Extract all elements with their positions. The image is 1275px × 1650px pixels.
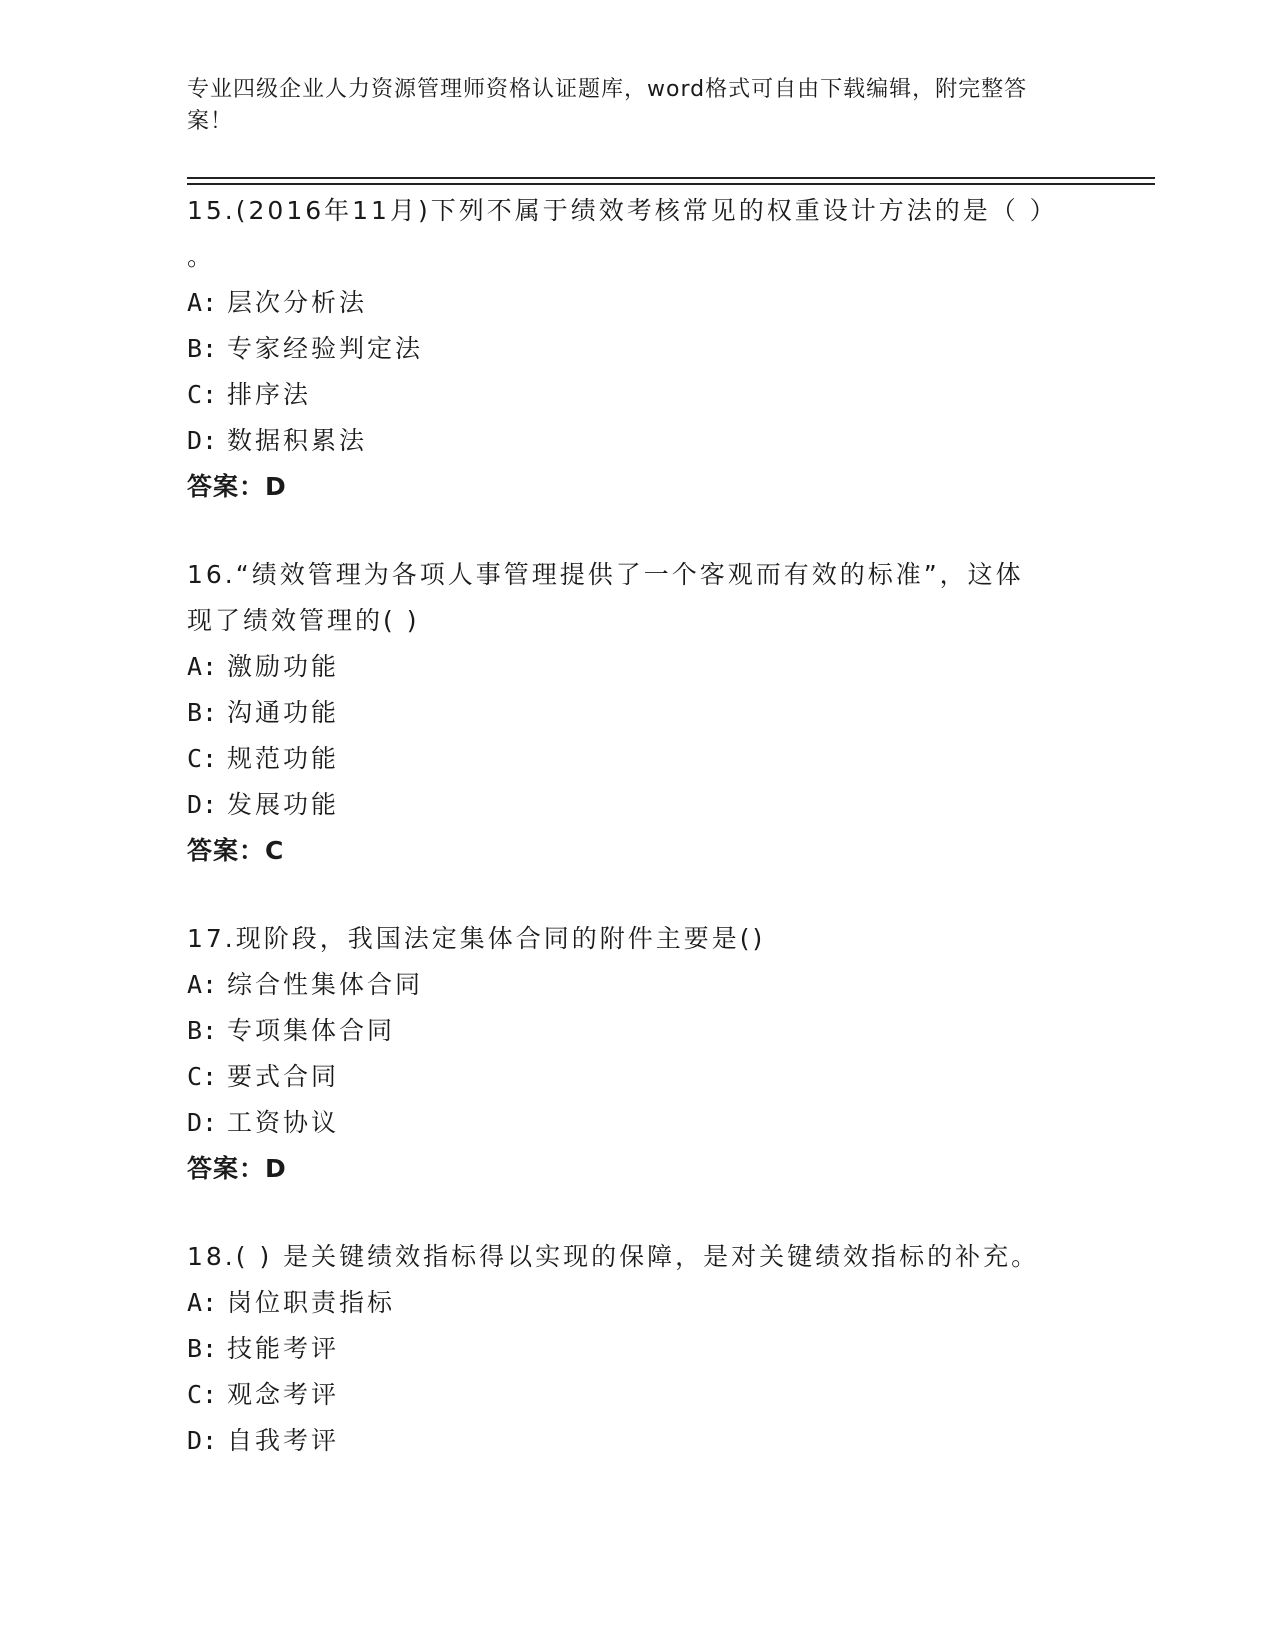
question-16 — [187, 552, 1087, 874]
option-text: 观念考评 — [227, 1380, 340, 1409]
option-letter: C: — [187, 380, 218, 409]
question-list — [187, 188, 1087, 1464]
option-text: 综合性集体合同 — [227, 970, 424, 999]
option-letter: A: — [187, 652, 218, 681]
header-divider-top — [187, 177, 1155, 179]
option-letter: C: — [187, 1380, 218, 1409]
option-a — [187, 280, 1087, 326]
document-header: 专业四级企业人力资源管理师资格认证题库，word格式可自由下载编辑，附完整答案！ — [187, 77, 1028, 134]
header-divider-bottom — [187, 183, 1155, 185]
option-a — [187, 644, 1087, 690]
option-letter: B: — [187, 698, 218, 727]
option-letter: D: — [187, 426, 218, 455]
option-text: 沟通功能 — [227, 698, 340, 727]
option-letter: B: — [187, 1334, 218, 1363]
answer-line: 答案：C — [187, 836, 285, 865]
option-letter: A: — [187, 970, 218, 999]
option-d — [187, 1418, 1087, 1464]
option-c — [187, 372, 1087, 418]
answer-line: 答案：D — [187, 472, 287, 501]
question-17 — [187, 916, 1087, 1192]
question-stem: 18.( ) 是关键绩效指标得以实现的保障，是对关键绩效指标的补充。 — [187, 1242, 1040, 1271]
option-b — [187, 326, 1087, 372]
option-text: 岗位职责指标 — [227, 1288, 396, 1317]
option-d — [187, 1100, 1087, 1146]
option-letter: C: — [187, 1062, 218, 1091]
question-stem: 16.“绩效管理为各项人事管理提供了一个客观而有效的标准”，这体 — [187, 560, 1024, 589]
option-text: 层次分析法 — [227, 288, 368, 317]
option-a — [187, 962, 1087, 1008]
question-stem-continued: 现了绩效管理的( ) — [187, 606, 420, 635]
question-stem: 17.现阶段，我国法定集体合同的附件主要是() — [187, 924, 766, 953]
option-letter: D: — [187, 1426, 218, 1455]
option-text: 发展功能 — [227, 790, 340, 819]
option-letter: A: — [187, 288, 218, 317]
question-stem-continued: 。 — [187, 242, 216, 271]
option-letter: C: — [187, 744, 218, 773]
option-b — [187, 690, 1087, 736]
option-text: 专项集体合同 — [227, 1016, 396, 1045]
question-spacer — [187, 874, 1087, 916]
option-d — [187, 418, 1087, 464]
option-text: 排序法 — [227, 380, 312, 409]
option-text: 规范功能 — [227, 744, 340, 773]
option-b — [187, 1326, 1087, 1372]
option-letter: D: — [187, 790, 218, 819]
option-b — [187, 1008, 1087, 1054]
option-text: 自我考评 — [227, 1426, 340, 1455]
option-letter: B: — [187, 1016, 218, 1045]
option-c — [187, 1054, 1087, 1100]
option-text: 技能考评 — [227, 1334, 340, 1363]
question-18 — [187, 1234, 1087, 1464]
option-text: 专家经验判定法 — [227, 334, 424, 363]
option-d — [187, 782, 1087, 828]
question-spacer — [187, 1192, 1087, 1234]
question-15 — [187, 188, 1087, 510]
question-spacer — [187, 510, 1087, 552]
option-letter: B: — [187, 334, 218, 363]
option-text: 数据积累法 — [227, 426, 368, 455]
option-a — [187, 1280, 1087, 1326]
option-text: 激励功能 — [227, 652, 340, 681]
option-c — [187, 1372, 1087, 1418]
question-stem: 15.(2016年11月)下列不属于绩效考核常见的权重设计方法的是（ ） — [187, 196, 1058, 225]
option-letter: A: — [187, 1288, 218, 1317]
answer-line: 答案：D — [187, 1154, 287, 1183]
option-letter: D: — [187, 1108, 218, 1137]
option-text: 要式合同 — [227, 1062, 340, 1091]
option-text: 工资协议 — [227, 1108, 340, 1137]
option-c — [187, 736, 1087, 782]
